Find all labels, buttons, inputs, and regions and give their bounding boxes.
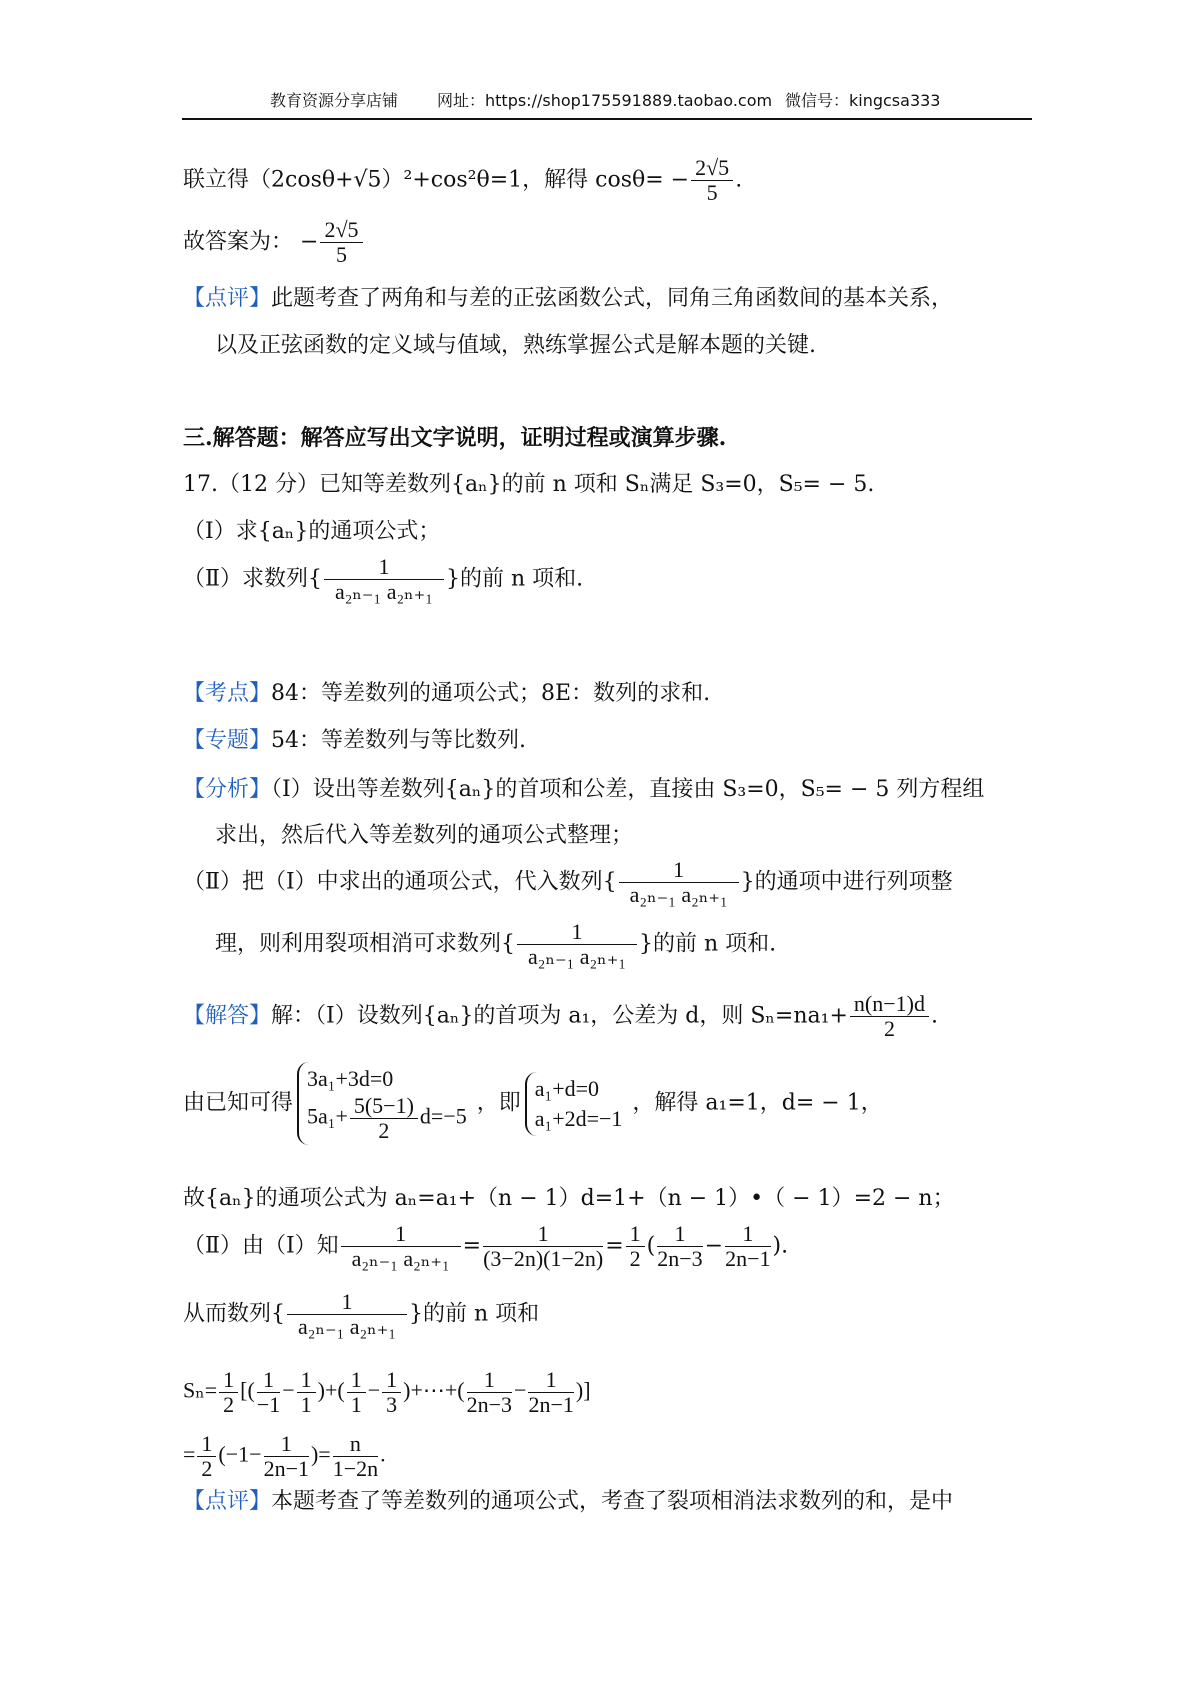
review-2: 【点评】本题考查了等差数列的通项公式，考查了裂项相消法求数列的和，是中 <box>183 1489 954 1514</box>
review-1-cont: 以及正弦函数的定义域与值域，熟练掌握公式是解本题的关键. <box>215 333 816 358</box>
part2-identity: （Ⅱ）由（Ⅰ）知 $\frac{1}{\text{a₂ₙ₋₁ a₂ₙ₊₁}}$ = $\frac{1}{(3-2n)(1-2n)}$ = $\frac{1}{2}$ ( $\frac{1}{2n-3}$ − $\frac{1}{2n-1}$ ). <box>183 1221 789 1271</box>
system-2: a₁+d=0 a₁+2d=−1 <box>525 1072 629 1136</box>
fraction: $\frac{1}{2}$ <box>197 1432 216 1481</box>
shop-url: 网址：https://shop175591889.taobao.com <box>437 91 773 110</box>
line-cos-solve: 联立得（2cosθ+√5）²+cos²θ=1，解得 cosθ= − $\frac{2√5}{5}$ . <box>183 155 743 205</box>
section-title: 三.解答题：解答应写出文字说明，证明过程或演算步骤. <box>183 425 727 451</box>
fraction: $\frac{n(n-1)d}{2}$ <box>850 992 929 1041</box>
fraction: $\frac{1}{2n-3}$ <box>657 1221 703 1271</box>
fraction: $\frac{1}{\text{a₂ₙ₋₁ a₂ₙ₊₁}}$ <box>324 555 444 604</box>
kaodian: 【考点】84：等差数列的通项公式；8E：数列的求和. <box>183 681 711 706</box>
general-term: 故{aₙ}的通项公式为 aₙ=a₁+（n − 1）d=1+（n − 1）•（ − 1）=2 − n； <box>183 1186 955 1211</box>
fraction: $\frac{1}{2n-1}$ <box>528 1367 574 1417</box>
fraction: $\frac{1}{2n-1}$ <box>725 1221 771 1271</box>
fraction: $\frac{n}{1-2n}$ <box>332 1431 379 1481</box>
question-17: 17.（12 分）已知等差数列{aₙ}的前 n 项和 Sₙ满足 S₃=0，S₅= − 5. <box>183 472 875 497</box>
fraction: $\frac{5(5-1)}{2}$ <box>350 1094 418 1143</box>
fraction: $\frac{2√5}{5}$ <box>320 218 362 267</box>
shop-name: 教育资源分享店铺 <box>270 91 399 110</box>
fraction: $\frac{2√5}{5}$ <box>691 156 733 205</box>
fraction: $\frac{1}{(3-2n)(1-2n)}$ <box>483 1221 604 1271</box>
fenxi-part2-cont: 理，则利用裂项相消可求数列{ $\frac{1}{\text{a₂ₙ₋₁ a₂ₙ₊₁}}$ }的前 n 项和. <box>215 919 777 969</box>
fenxi-part2: （Ⅱ）把（Ⅰ）中求出的通项公式，代入数列{ $\frac{1}{\text{a₂ₙ₋₁ a₂ₙ₊₁}}$ }的通项中进行列项整 <box>183 857 953 907</box>
sum-intro: 从而数列{ $\frac{1}{\text{a₂ₙ₋₁ a₂ₙ₊₁}}$ }的前 n 项和 <box>183 1289 540 1339</box>
fraction: $\frac{1}{\text{a₂ₙ₋₁ a₂ₙ₊₁}}$ <box>619 858 739 907</box>
page-header <box>182 84 1032 120</box>
fraction: $\frac{1}{2n-3}$ <box>466 1367 513 1417</box>
system-1: 3a₁+3d=0 5a₁+ $\frac{5(5-1)}{2}$ d=−5 <box>297 1062 473 1145</box>
fraction: $\frac{1}{2n-1}$ <box>263 1431 309 1481</box>
question-17-part2: （Ⅱ）求数列{ $\frac{1}{\text{a₂ₙ₋₁ a₂ₙ₊₁}}$ }的前 n 项和. <box>183 554 584 604</box>
wechat-id: 微信号：kingcsa333 <box>785 91 941 110</box>
fraction: $\frac{1}{\text{a₂ₙ₋₁ a₂ₙ₊₁}}$ <box>517 920 637 969</box>
question-17-part1: （Ⅰ）求{aₙ}的通项公式； <box>183 519 441 544</box>
zhuanti: 【专题】54：等差数列与等比数列. <box>183 728 527 753</box>
sum-expansion: Sₙ= $\frac{1}{2}$ [( $\frac{1}{-1}$ − $\frac{1}{1}$ )+( $\frac{1}{1}$ − $\frac{1}{3}$ )+⋯+( $\frac{1}{2n-3}$ − $\frac{1}{2n-1}$ )] <box>183 1367 591 1417</box>
jieda: 【解答】解：（Ⅰ）设数列{aₙ}的首项为 a₁，公差为 d，则 Sₙ=na₁+ $\frac{n(n-1)d}{2}$ . <box>183 991 938 1041</box>
fraction: $\frac{1}{\text{a₂ₙ₋₁ a₂ₙ₊₁}}$ <box>341 1222 461 1271</box>
fenxi: 【分析】（Ⅰ）设出等差数列{aₙ}的首项和公差，直接由 S₃=0，S₅= − 5 列方程组 <box>183 777 985 802</box>
fraction: $\frac{1}{3}$ <box>382 1368 401 1417</box>
fenxi-cont: 求出，然后代入等差数列的通项公式整理； <box>215 823 634 848</box>
fraction: $\frac{1}{\text{a₂ₙ₋₁ a₂ₙ₊₁}}$ <box>287 1290 407 1339</box>
sum-result: = $\frac{1}{2}$ (−1− $\frac{1}{2n-1}$ )= $\frac{n}{1-2n}$ . <box>183 1431 386 1481</box>
fraction: $\frac{1}{-1}$ <box>256 1367 281 1417</box>
fraction: $\frac{1}{2}$ <box>626 1222 645 1271</box>
equation-system: 由已知可得 3a₁+3d=0 5a₁+ $\frac{5(5-1)}{2}$ d=−5 ，即 a₁+d=0 a₁+2d=−1 ，解得 a₁=1，d= − 1， <box>183 1062 883 1145</box>
line-answer: 故答案为： − $\frac{2√5}{5}$ <box>183 218 365 267</box>
fraction: $\frac{1}{1}$ <box>297 1368 316 1417</box>
fraction: $\frac{1}{1}$ <box>347 1368 366 1417</box>
review-1: 【点评】此题考查了两角和与差的正弦函数公式，同角三角函数间的基本关系， <box>183 286 954 311</box>
fraction: $\frac{1}{2}$ <box>219 1368 238 1417</box>
